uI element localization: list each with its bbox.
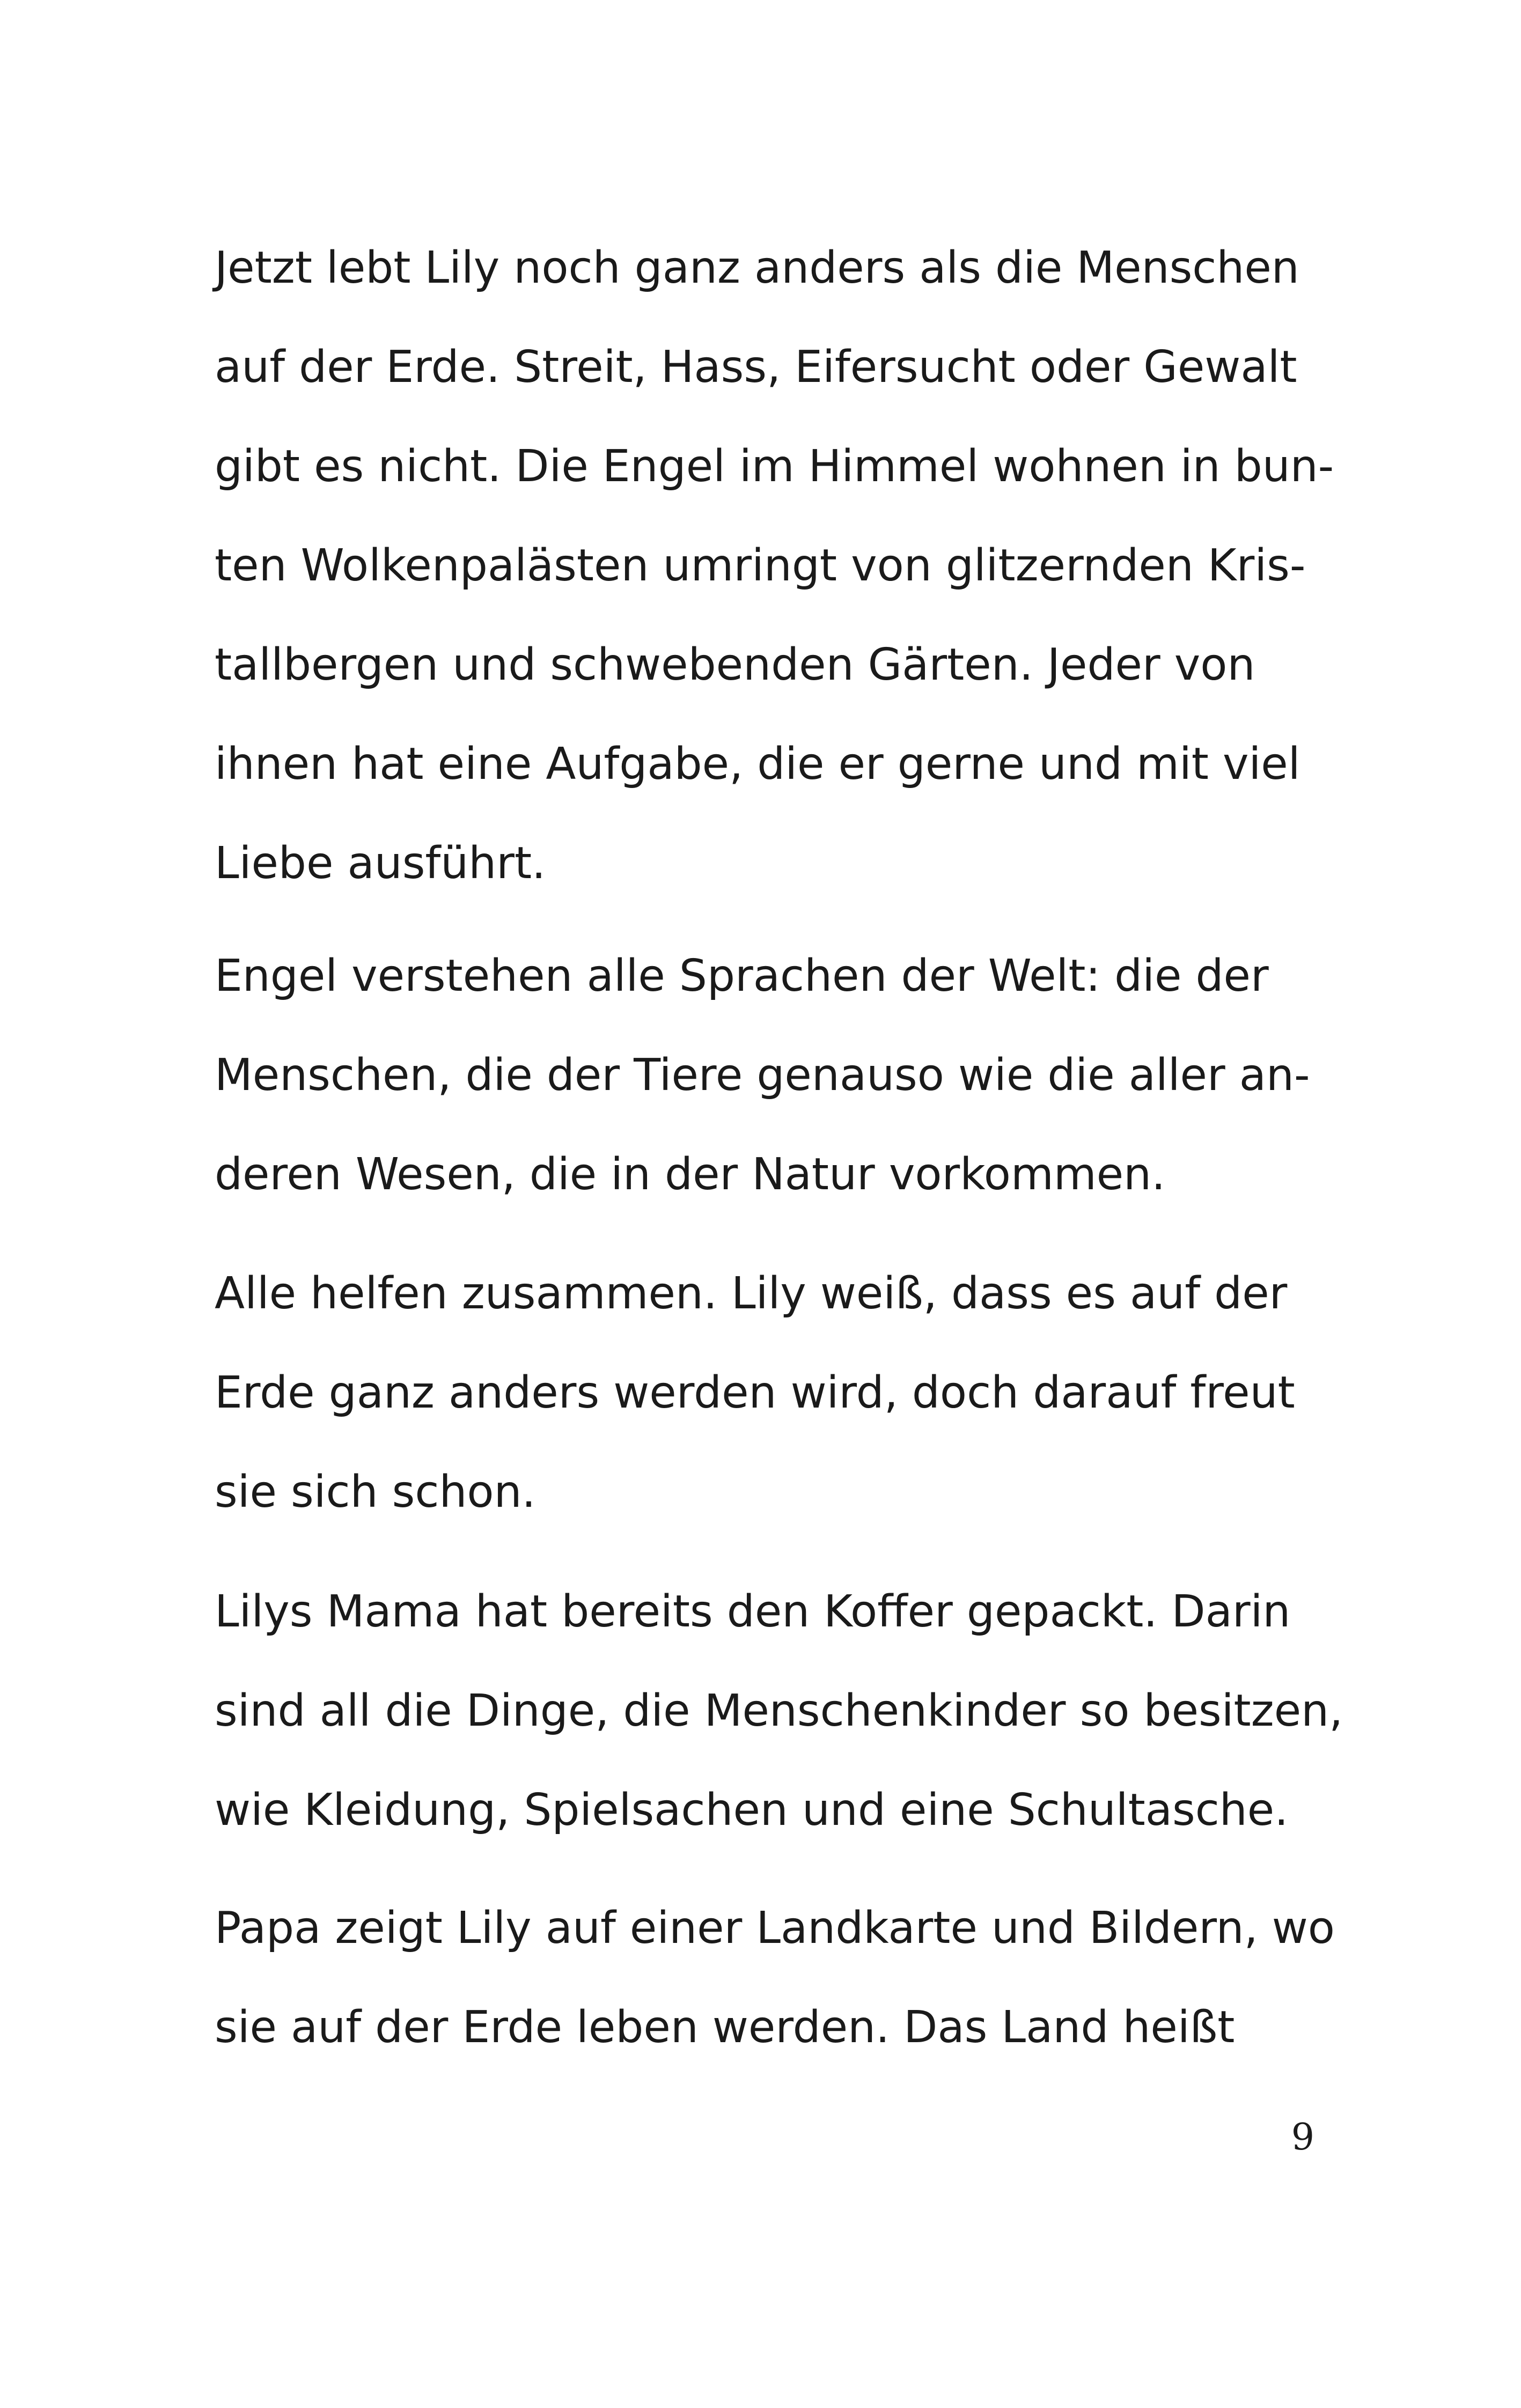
- text-line: Lilys Mama hat bereits den Koffer gepackt. Darin: [215, 1586, 1291, 1637]
- text-line: Papa zeigt Lily auf einer Landkarte und Bildern, wo: [215, 1903, 1335, 1954]
- text-line: Liebe ausführt.: [215, 838, 546, 889]
- text-line: ihnen hat eine Aufgabe, die er gerne und mit viel: [215, 739, 1300, 790]
- page-number: 9: [1291, 2116, 1314, 2159]
- text-line: gibt es nicht. Die Engel im Himmel wohnen in bun-: [215, 441, 1334, 492]
- text-line: Erde ganz anders werden wird, doch darauf freut: [215, 1367, 1295, 1418]
- text-line: sie auf der Erde leben werden. Das Land heißt: [215, 2002, 1235, 2053]
- text-line: Jetzt lebt Lily noch ganz anders als die Menschen: [215, 242, 1299, 293]
- text-line: ten Wolkenpalästen umringt von glitzernden Kris-: [215, 540, 1306, 591]
- text-line: Alle helfen zusammen. Lily weiß, dass es auf der: [215, 1268, 1288, 1319]
- text-line: auf der Erde. Streit, Hass, Eifersucht oder Gewalt: [215, 342, 1297, 393]
- text-line: tallbergen und schwebenden Gärten. Jeder von: [215, 639, 1255, 690]
- text-line: wie Kleidung, Spielsachen und eine Schultasche.: [215, 1785, 1289, 1836]
- text-line: sie sich schon.: [215, 1467, 536, 1518]
- text-line: Menschen, die der Tiere genauso wie die aller an-: [215, 1050, 1310, 1101]
- text-line: sind all die Dinge, die Menschenkinder so besitzen,: [215, 1685, 1343, 1736]
- text-line: deren Wesen, die in der Natur vorkommen.: [215, 1149, 1166, 1200]
- text-line: Engel verstehen alle Sprachen der Welt: die der: [215, 951, 1269, 1002]
